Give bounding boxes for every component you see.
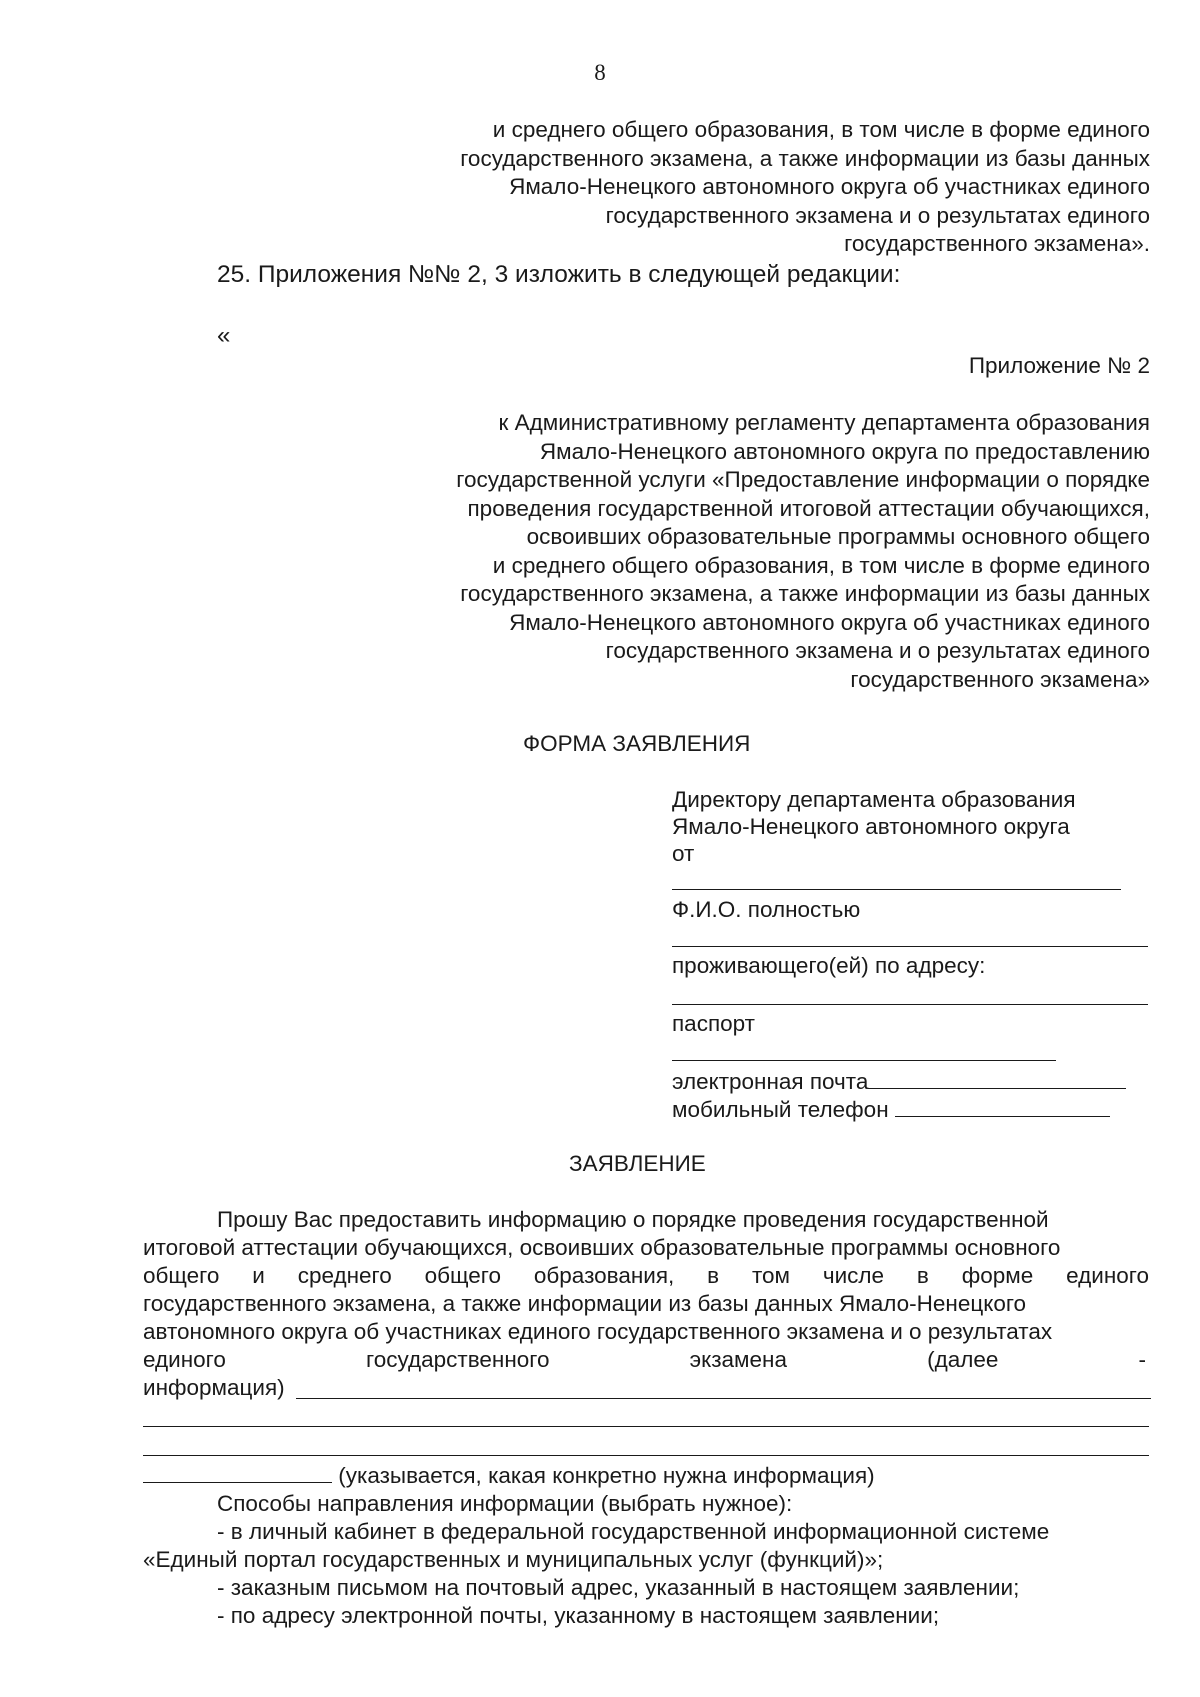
email-underline bbox=[868, 1070, 1126, 1089]
info-underline bbox=[143, 1426, 1149, 1427]
item-25: 25. Приложения №№ 2, 3 изложить в следующей редакции: bbox=[217, 261, 901, 288]
text-line: государственного экзамена» bbox=[850, 666, 1150, 692]
method-1-line2: «Единый портал государственных и муниципальных услуг (функций)»; bbox=[143, 1547, 884, 1572]
statement-title: ЗАЯВЛЕНИЕ bbox=[569, 1151, 706, 1176]
method-3: - по адресу электронной почты, указанному в настоящем заявлении; bbox=[217, 1603, 940, 1628]
statement-line: автономного округа об участниках единого государственного экзамена и о результатах bbox=[143, 1319, 1053, 1344]
addressee-line1: Директору департамента образования bbox=[672, 787, 1076, 812]
text-line: и среднего общего образования, в том числе в форме единого bbox=[492, 552, 1150, 578]
text-line: государственного экзамена и о результатах единого bbox=[605, 202, 1150, 228]
text-line: государственного экзамена и о результатах единого bbox=[605, 638, 1150, 663]
text-line: Ямало-Ненецкого автономного округа по предоставлению bbox=[539, 438, 1150, 464]
text-line: проведения государственной итоговой аттестации обучающихся, bbox=[467, 495, 1150, 521]
method-2: - заказным письмом на почтовый адрес, указанный в настоящем заявлении; bbox=[217, 1575, 1020, 1600]
method-1-line1: - в личный кабинет в федеральной государственной информационной системе bbox=[217, 1519, 1050, 1544]
top-continuation-block bbox=[460, 116, 1150, 259]
phone-label: мобильный телефон bbox=[672, 1097, 889, 1122]
statement-line: единого государственного экзамена (далее - bbox=[143, 1347, 1146, 1372]
passport-label: паспорт bbox=[672, 1011, 755, 1036]
text-line: к Административному регламенту департамента образования bbox=[498, 410, 1150, 435]
fio-label: Ф.И.О. полностью bbox=[672, 897, 861, 922]
info-underline bbox=[143, 1464, 332, 1483]
appendix-title-text: Приложение № 2 bbox=[968, 353, 1150, 378]
open-quote: « bbox=[217, 322, 231, 349]
form-title: ФОРМА ЗАЯВЛЕНИЯ bbox=[523, 731, 751, 756]
address-label: проживающего(ей) по адресу: bbox=[672, 953, 986, 978]
info-underline bbox=[296, 1398, 1151, 1399]
info-note: (указывается, какая конкретно нужна информация) bbox=[338, 1463, 875, 1488]
passport-number-underline bbox=[672, 1060, 1056, 1061]
methods-title: Способы направления информации (выбрать нужное): bbox=[217, 1491, 793, 1516]
passport-underline bbox=[672, 1004, 1148, 1005]
text-line: Ямало-Ненецкого автономного округа об участниках единого bbox=[509, 609, 1150, 635]
phone-row bbox=[672, 1096, 1110, 1123]
statement-line: общего и среднего общего образования, в том числе в форме единого bbox=[143, 1263, 1149, 1288]
text-line: государственного экзамена, а также информации из базы данных bbox=[460, 145, 1150, 171]
statement-line: государственного экзамена, а также информации из базы данных Ямало-Ненецкого bbox=[143, 1291, 1027, 1316]
email-row bbox=[672, 1068, 1126, 1095]
text-line: освоивших образовательные программы основного общего bbox=[526, 524, 1150, 549]
info-note-row bbox=[143, 1462, 875, 1491]
address-underline bbox=[672, 946, 1148, 947]
addressee-from: от bbox=[672, 841, 695, 866]
statement-line: итоговой аттестации обучающихся, освоивших образовательные программы основного bbox=[143, 1235, 1061, 1260]
email-label: электронная почта bbox=[672, 1069, 869, 1094]
info-underline bbox=[143, 1455, 1149, 1456]
appendix-title bbox=[969, 352, 1150, 381]
addressee-line2: Ямало-Ненецкого автономного округа bbox=[672, 814, 1070, 839]
appendix-reference-block bbox=[456, 409, 1150, 694]
text-line: государственной услуги «Предоставление информации о порядке bbox=[456, 467, 1150, 492]
fio-underline bbox=[672, 889, 1121, 890]
text-line: и среднего общего образования, в том числе в форме единого bbox=[492, 117, 1150, 142]
info-label: информация) bbox=[143, 1375, 285, 1400]
page-number: 8 bbox=[594, 60, 606, 85]
text-line: государственного экзамена, а также информации из базы данных bbox=[460, 581, 1150, 606]
text-line: государственного экзамена». bbox=[844, 231, 1150, 256]
phone-underline bbox=[895, 1098, 1110, 1117]
statement-line: Прошу Вас предоставить информацию о порядке проведения государственной bbox=[217, 1207, 1049, 1232]
text-line: Ямало-Ненецкого автономного округа об участниках единого bbox=[509, 174, 1150, 199]
